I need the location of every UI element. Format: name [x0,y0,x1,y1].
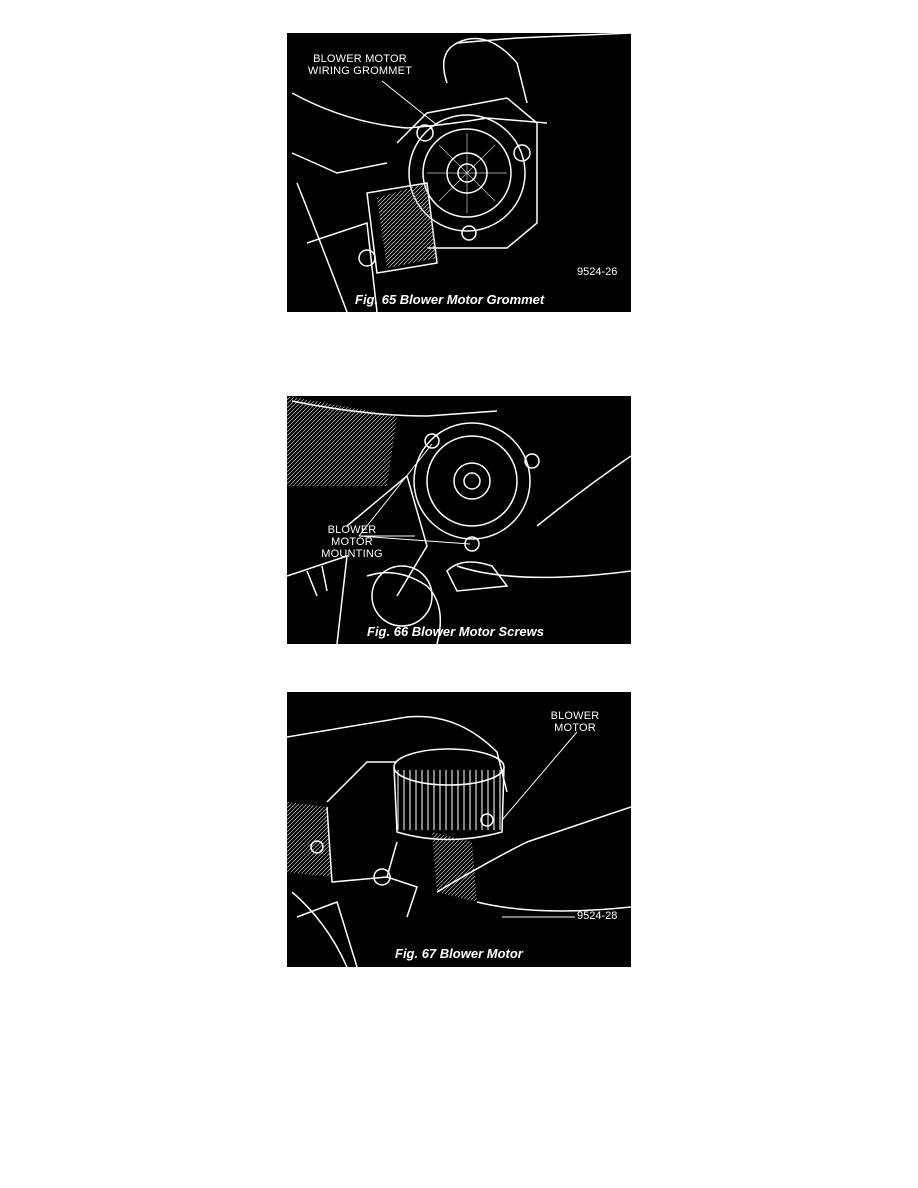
figure-caption: Fig. 65 Blower Motor Grommet [355,292,545,307]
blower-motor-wiring-grommet-callout: BLOWER MOTOR WIRING GROMMET [307,53,413,77]
figure-number: 9524-28 [577,910,618,922]
blower-motor-screws-illustration [287,396,631,644]
figure-66-blower-motor-screws [287,396,631,644]
figure-65-blower-motor-grommet [287,33,631,312]
figure-67-blower-motor [287,692,631,967]
blower-motor-callout: BLOWER MOTOR [550,710,600,734]
figure-number: 9524-26 [577,266,618,278]
figure-caption: Fig. 67 Blower Motor [395,946,523,961]
figure-caption: Fig. 66 Blower Motor Screws [367,624,544,639]
blower-motor-mounting-callout: BLOWER MOTOR MOUNTING [321,524,383,560]
